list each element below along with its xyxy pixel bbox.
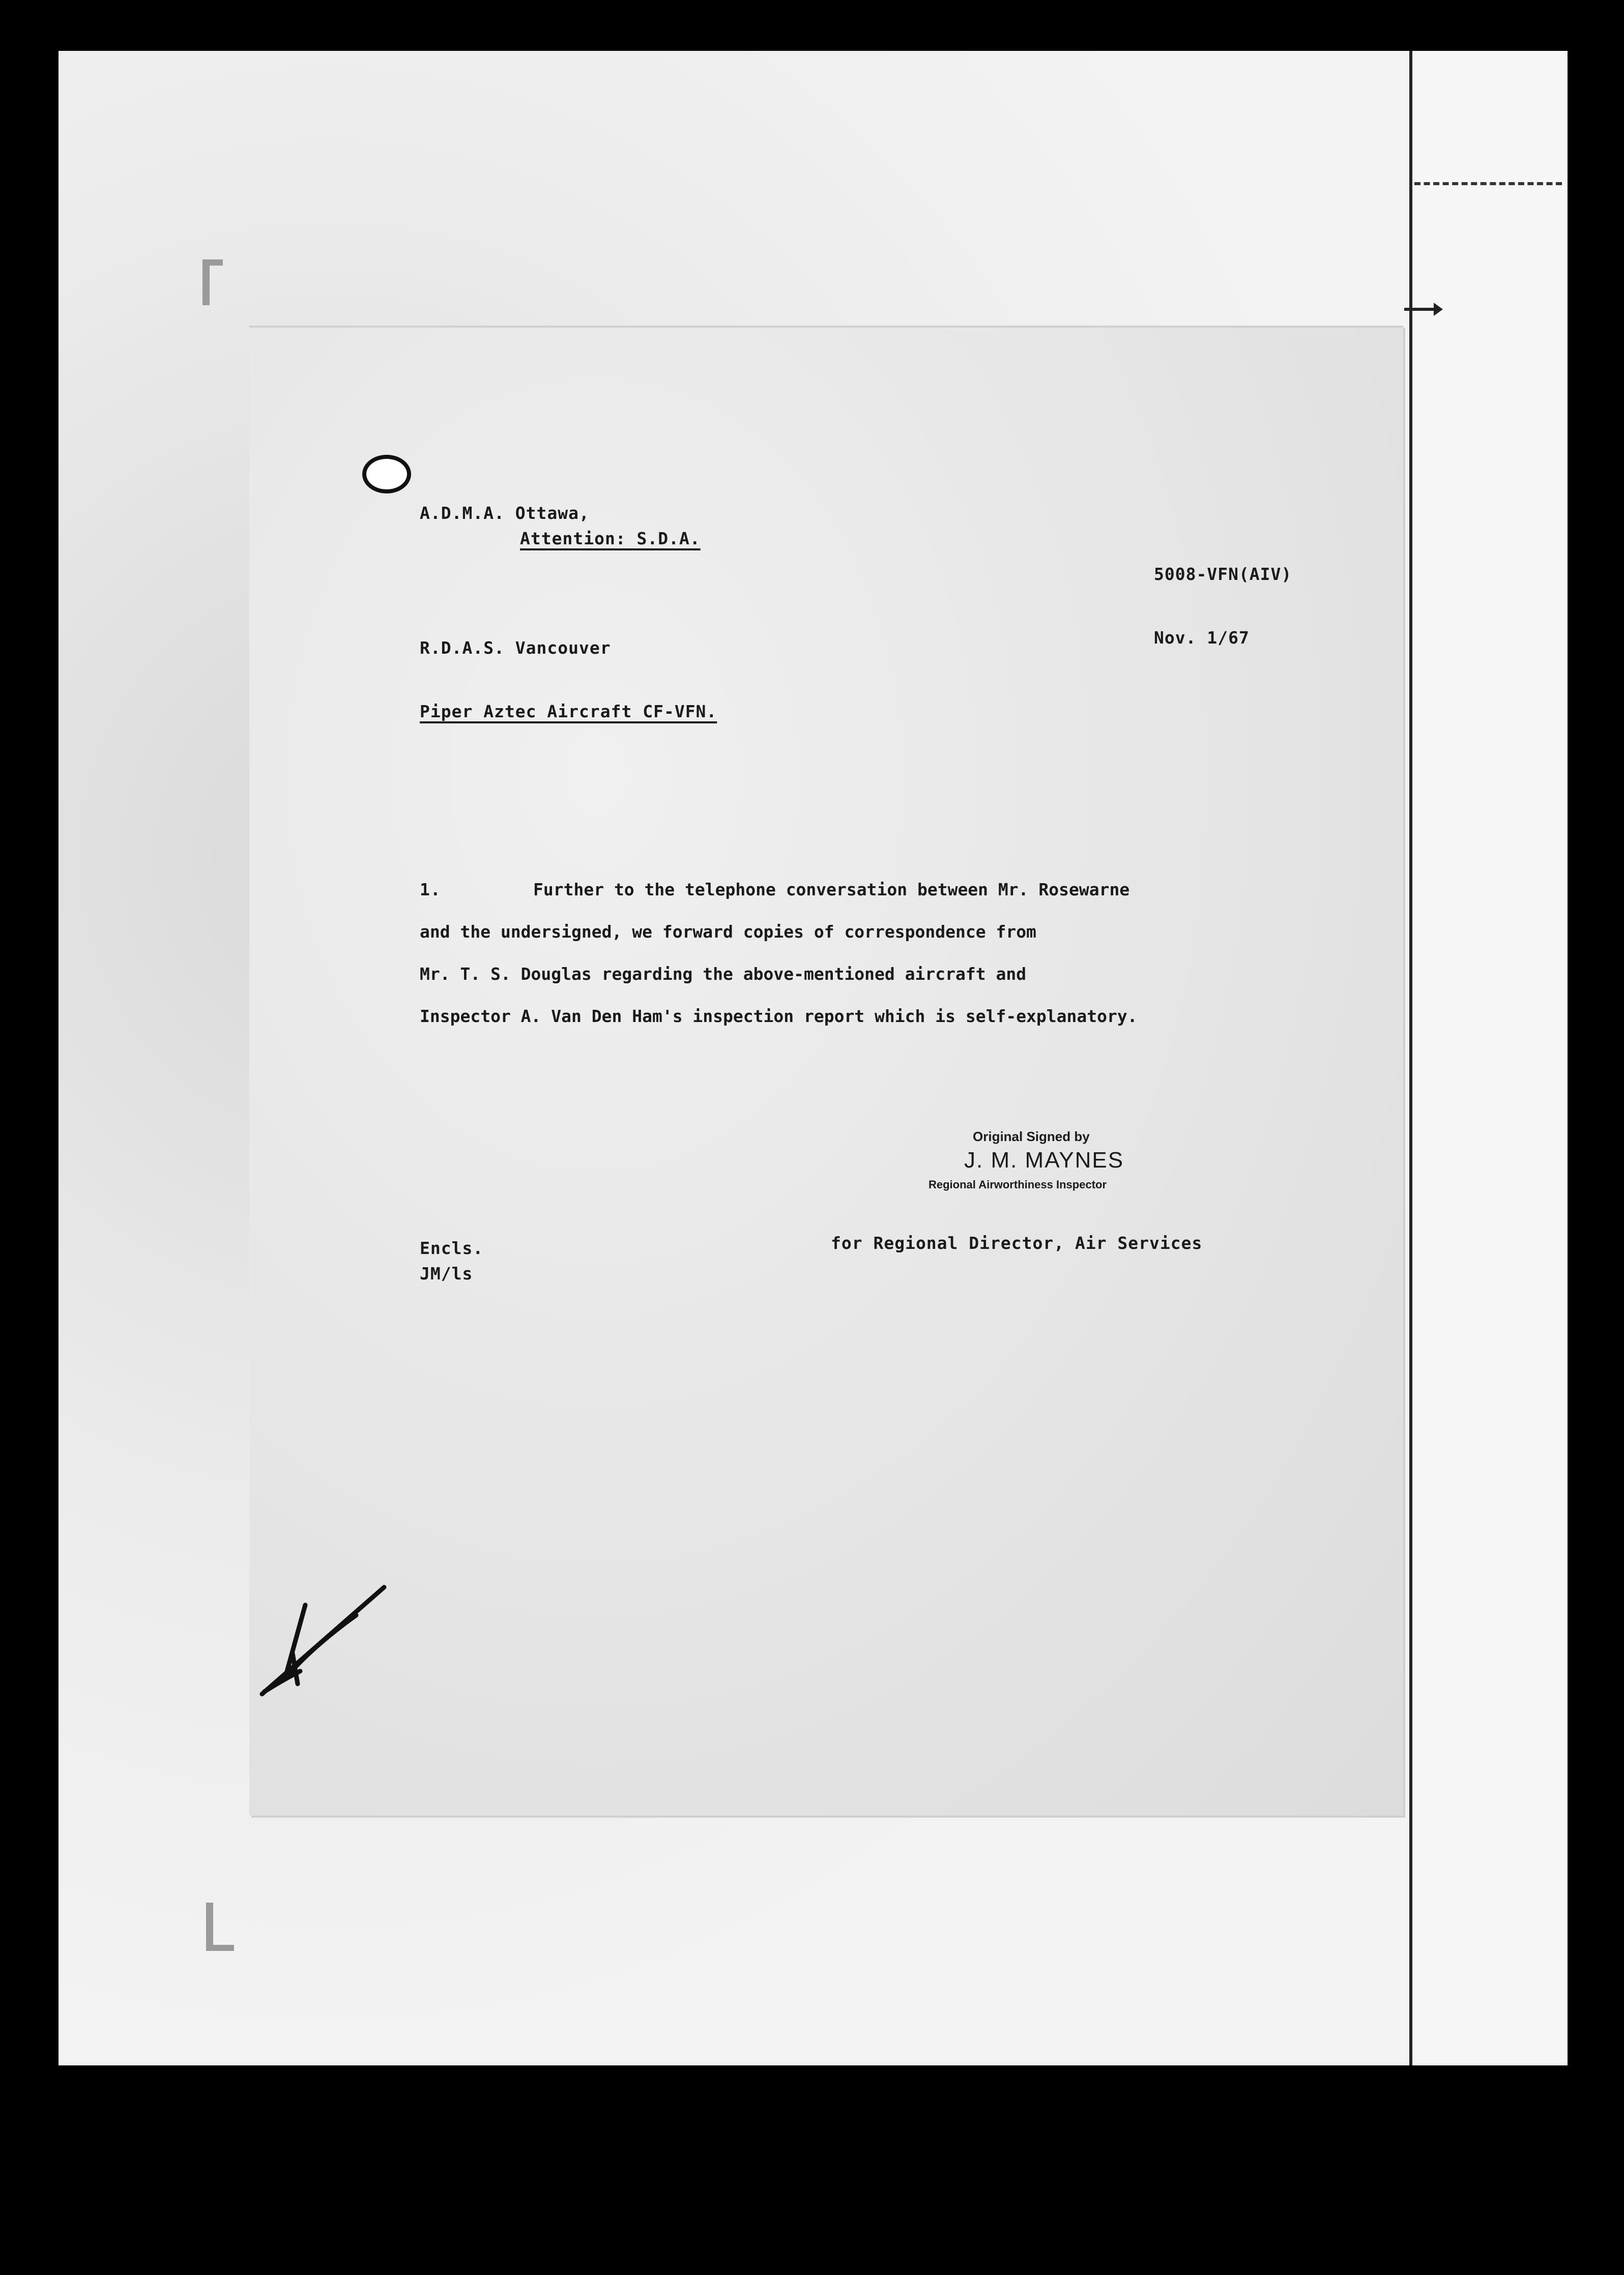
- attention-line: Attention: S.D.A.: [520, 529, 701, 548]
- closing-line: for Regional Director, Air Services: [831, 1233, 1203, 1253]
- subject-line: Piper Aztec Aircraft CF-VFN.: [420, 702, 717, 721]
- body-line-3: Mr. T. S. Douglas regarding the above-mentioned aircraft and: [420, 964, 1027, 984]
- body-line-1: Further to the telephone conversation between Mr. Rosewarne: [533, 880, 1130, 899]
- body-line-2: and the undersigned, we forward copies of correspondence from: [420, 922, 1036, 942]
- stamp-signer-title: Regional Airworthiness Inspector: [929, 1178, 1107, 1191]
- file-reference: 5008-VFN(AIV): [1154, 564, 1292, 584]
- addressee-line: A.D.M.A. Ottawa,: [420, 503, 590, 523]
- sender-line: R.D.A.S. Vancouver: [420, 638, 611, 658]
- paragraph-number: 1.: [420, 880, 441, 899]
- body-line-4: Inspector A. Van Den Ham's inspection report which is self-explanatory.: [420, 1006, 1138, 1026]
- enclosures-label: Encls.: [420, 1238, 484, 1258]
- stamp-signed-by: Original Signed by: [973, 1129, 1090, 1144]
- letter-date: Nov. 1/67: [1154, 628, 1250, 648]
- stamp-signer-name: J. M. MAYNES: [964, 1148, 1124, 1173]
- typist-initials: JM/ls: [420, 1264, 473, 1284]
